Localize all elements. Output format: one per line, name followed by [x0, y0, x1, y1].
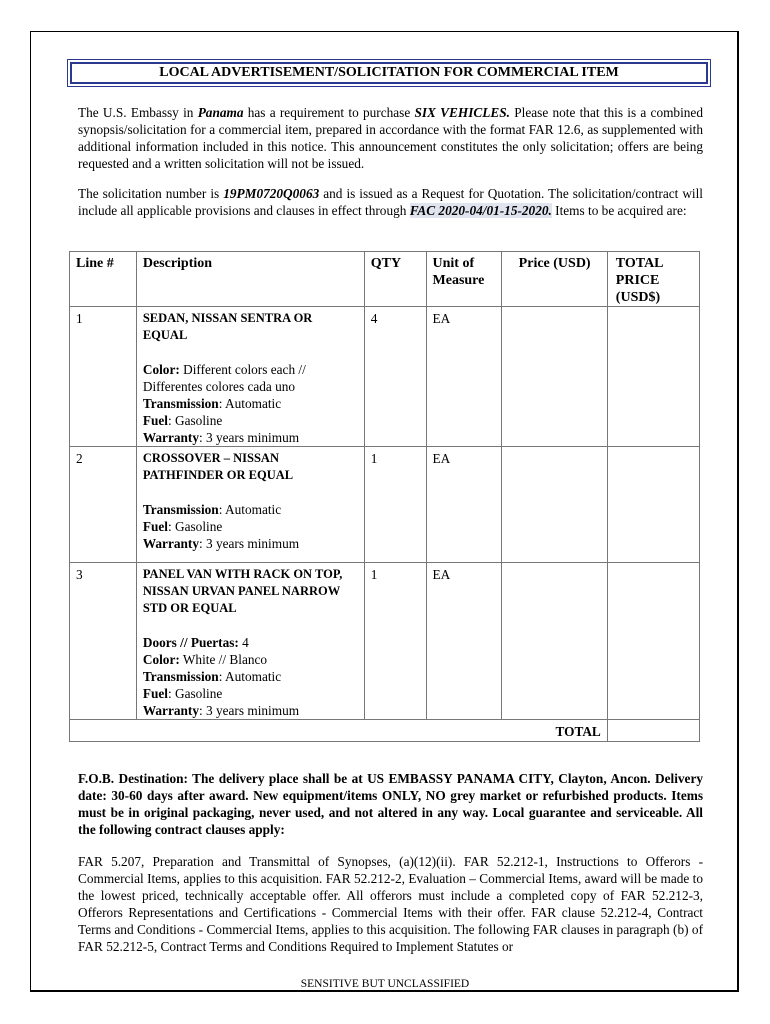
spec-value: : Automatic [218, 502, 282, 517]
spec-line [143, 518, 358, 535]
row-price[interactable] [502, 307, 607, 447]
row-total-price[interactable] [607, 563, 699, 720]
title-box [67, 59, 711, 87]
spec-line [143, 429, 358, 446]
table-header-row [70, 252, 700, 307]
spec-label: Doors // Puertas: [142, 635, 239, 650]
spec-value: : Automatic [218, 396, 282, 411]
fac-reference: FAC 2020-04/01-15-2020. [409, 203, 552, 218]
spec-label: Color: [142, 362, 180, 377]
row-line: 1 [70, 307, 137, 447]
row-total-price[interactable] [607, 447, 699, 563]
header-description: Description [136, 252, 364, 307]
items-table [69, 251, 700, 742]
table-row [70, 447, 700, 563]
spec-value: : 3 years minimum [198, 536, 300, 551]
intro-country: Panama [197, 105, 244, 120]
header-total: TOTAL PRICE (USD$) [607, 252, 699, 307]
solicitation-number: 19PM0720Q0063 [223, 186, 320, 201]
spec-value: 4 [238, 635, 249, 650]
row-description [136, 447, 364, 563]
spec-line [143, 501, 358, 518]
spec-label: Transmission [142, 502, 219, 517]
row-price[interactable] [502, 563, 607, 720]
total-label: TOTAL [70, 720, 608, 742]
item-name: PANEL VAN WITH RACK ON TOP, NISSAN URVAN PANEL NARROW STD OR EQUAL [142, 567, 343, 615]
row-total-price[interactable] [607, 307, 699, 447]
spec-label: Color: [142, 652, 180, 667]
spec-line [143, 668, 358, 685]
spec-value: : 3 years minimum [198, 703, 300, 718]
row-description [136, 307, 364, 447]
spec-value: Different colors each // Differentes colores cada uno [142, 362, 306, 394]
item-name: CROSSOVER – NISSAN PATHFINDER OR EQUAL [142, 451, 294, 482]
fob-paragraph: F.O.B. Destination: The delivery place shall be at US EMBASSY PANAMA CITY, Clayton, Ancon. Delivery date: 30-60 days after award. New equipment/items ONLY, NO grey market or refurbished products. Items must be in original packaging, never used, and not altered in any way. Local guarantee and serviceable. All the following contract clauses apply: [78, 771, 703, 837]
row-unit: EA [426, 307, 502, 447]
spec-label: Warranty [142, 536, 199, 551]
spec-label: Warranty [142, 430, 199, 445]
spec-value: : Gasoline [167, 519, 223, 534]
row-qty: 1 [364, 447, 426, 563]
spec-value: : Automatic [218, 669, 282, 684]
header-price: Price (USD) [502, 252, 607, 307]
spec-line [143, 361, 358, 395]
spec-line [143, 412, 358, 429]
solicitation-text-2: and is issued as a Request for Quotation. The solicitation/contract will include all applicable provisions and clauses in effect through [78, 186, 703, 218]
solicitation-paragraph [78, 185, 703, 219]
header-unit: Unit of Measure [426, 252, 502, 307]
spec-line [143, 395, 358, 412]
row-line: 3 [70, 563, 137, 720]
spec-value: : Gasoline [167, 686, 223, 701]
grand-total-cell[interactable] [607, 720, 699, 742]
spec-line [143, 535, 358, 552]
item-specs [143, 361, 358, 446]
intro-text-3: Please note that this is a combined synopsis/solicitation for a commercial item, prepared in accordance with the format FAR 12.6, as supplemented with additional information included in this notice. This announcement constitutes the only solicitation; offers are being requested and a written solicitation will not be issued. [78, 105, 703, 171]
spec-label: Transmission [142, 669, 219, 684]
spec-label: Fuel [142, 413, 168, 428]
spec-label: Fuel [142, 519, 168, 534]
document-title: LOCAL ADVERTISEMENT/SOLICITATION FOR COMMERCIAL ITEM [70, 62, 708, 84]
row-qty: 4 [364, 307, 426, 447]
spec-value: : Gasoline [167, 413, 223, 428]
row-line: 2 [70, 447, 137, 563]
solicitation-text-3: Items to be acquired are: [551, 203, 687, 218]
item-name: SEDAN, NISSAN SENTRA OR EQUAL [142, 311, 313, 342]
spec-label: Warranty [142, 703, 199, 718]
table-row [70, 307, 700, 447]
spec-line [143, 702, 358, 719]
row-unit: EA [426, 563, 502, 720]
spec-line [143, 634, 358, 651]
total-row [70, 720, 700, 742]
table-row [70, 563, 700, 720]
item-specs [143, 501, 358, 552]
far-clauses-paragraph: FAR 5.207, Preparation and Transmittal of Synopses, (a)(12)(ii). FAR 52.212-1, Instructions to Offerors - Commercial Items, applies to this acquisition. FAR 52.212-2, Evaluation – Commercial Items, award will be made to the lowest priced, technically acceptable offer. All offerors must include a completed copy of FAR 52.212-3, Offerors Representations and Certifications - Commercial Items with their offer. FAR clause 52.212-4, Contract Terms and Conditions - Commercial Items, applies to this acquisition. The following FAR clauses in paragraph (b) of FAR 52.212-5, Contract Terms and Conditions Required to Implement Statutes or [78, 854, 703, 954]
solicitation-text-1: The solicitation number is [78, 186, 224, 201]
spec-label: Fuel [142, 686, 168, 701]
row-unit: EA [426, 447, 502, 563]
spec-line [143, 651, 358, 668]
spec-value: White // Blanco [179, 652, 268, 667]
header-line: Line # [70, 252, 137, 307]
row-price[interactable] [502, 447, 607, 563]
row-qty: 1 [364, 563, 426, 720]
header-qty: QTY [364, 252, 426, 307]
footer-classification: SENSITIVE BUT UNCLASSIFIED [300, 978, 470, 990]
spec-value: : 3 years minimum [198, 430, 300, 445]
intro-item: SIX VEHICLES. [414, 105, 510, 120]
spec-line [143, 685, 358, 702]
intro-paragraph [78, 104, 703, 172]
spec-label: Transmission [142, 396, 219, 411]
row-description [136, 563, 364, 720]
intro-text-1: The U.S. Embassy in [78, 105, 198, 120]
item-specs [143, 634, 358, 719]
intro-text-2: has a requirement to purchase [243, 105, 415, 120]
